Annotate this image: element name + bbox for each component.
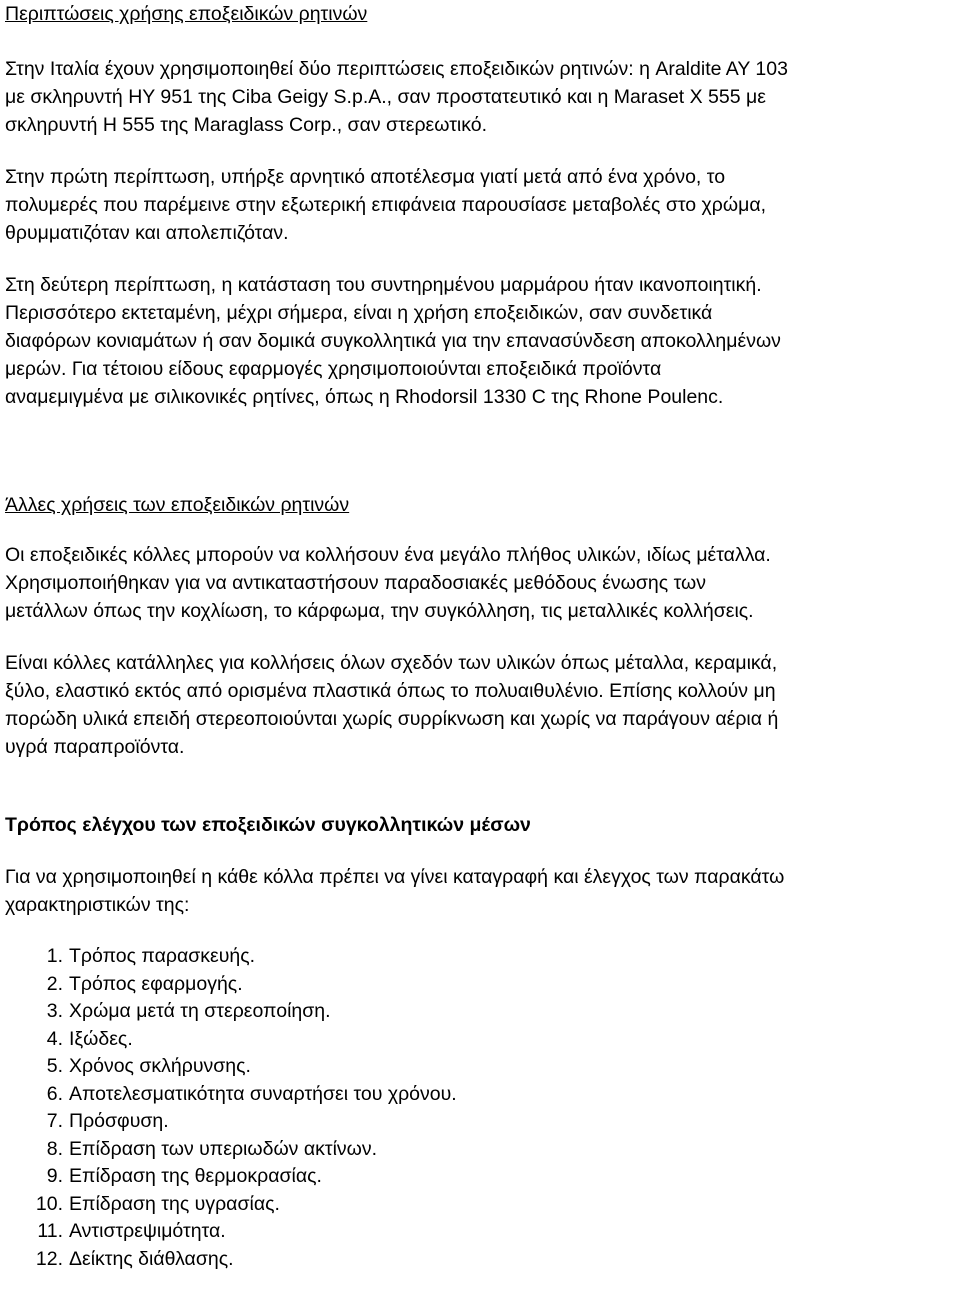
text-line: Στην πρώτη περίπτωση, υπήρξε αρνητικό αποτέλεσμα γιατί μετά από ένα χρόνο, το <box>5 166 726 188</box>
text-line: Οι εποξειδικές κόλλες μπορούν να κολλήσουν ένα μεγάλο πλήθος υλικών, ιδίως μέταλλα. <box>5 544 771 566</box>
list-item <box>5 1163 955 1191</box>
list-item-text: Χρόνος σκλήρυνσης. <box>69 1055 251 1077</box>
list-item-text: Τρόπος εφαρμογής. <box>69 972 243 995</box>
list-item <box>5 1053 955 1081</box>
list-item-text: Χρώμα μετά τη στερεοποίηση. <box>69 1000 331 1022</box>
section-heading-other-uses: Άλλες χρήσεις των εποξειδικών ρητινών <box>5 494 350 516</box>
list-item-text: Πρόσφυση. <box>69 1110 169 1132</box>
list-item-text: Τρόπος παρασκευής. <box>69 945 256 967</box>
text-line: Χρησιμοποιήθηκαν για να αντικαταστήσουν παραδοσιακές μεθόδους ένωσης των <box>5 572 706 594</box>
text-line: ξύλο, ελαστικό εκτός από ορισμένα πλαστικά όπως το πολυαιθυλένιο. Επίσης κολλούν μη <box>5 680 776 702</box>
text-line: Για να χρησιμοποιηθεί η κάθε κόλλα πρέπει να γίνει καταγραφή και έλεγχος των παρακάτω <box>5 866 785 888</box>
list-item-number: 10. <box>35 1192 63 1215</box>
list-item <box>5 1136 955 1164</box>
text-line: πολυμερές που παρέμεινε στην εξωτερική επιφάνεια παρουσίασε μεταβολές στο χρώμα, <box>5 194 767 216</box>
list-item-number: 2. <box>46 972 63 995</box>
list-item <box>5 971 955 999</box>
text-line: μερών. Για τέτοιου είδους εφαρμογές χρησιμοποιούνται εποξειδικά προϊόντα <box>5 358 662 380</box>
text-line: σκληρυντή H 555 της Maraglass Corp., σαν στερεωτικό. <box>5 114 488 136</box>
text-line: μετάλλων όπως την κοχλίωση, το κάρφωμα, την συγκόλληση, τις μεταλλικές κολλήσεις. <box>5 600 754 622</box>
list-item-text: Αντιστρεψιμότητα. <box>69 1220 226 1242</box>
section-heading-testing: Τρόπος ελέγχου των εποξειδικών συγκολλητικών μέσων <box>5 814 531 836</box>
list-item-text: Δείκτης διάθλασης. <box>69 1247 234 1270</box>
paragraph-testing-intro <box>5 863 955 919</box>
list-item-text: Αποτελεσματικότητα συναρτήσει του χρόνου. <box>69 1082 457 1105</box>
paragraph-material-bonding <box>5 649 955 761</box>
list-item <box>5 1026 955 1054</box>
document-page <box>5 0 955 1273</box>
list-item-number: 7. <box>46 1110 63 1132</box>
list-item-text: Επίδραση των υπεριωδών ακτίνων. <box>69 1137 378 1160</box>
list-item-number: 9. <box>46 1165 63 1187</box>
list-item <box>5 998 955 1026</box>
section-heading-use-cases: Περιπτώσεις χρήσης εποξειδικών ρητινών <box>5 3 368 25</box>
list-item-text: Ιξώδες. <box>69 1027 133 1050</box>
text-line: Στην Ιταλία έχουν χρησιμοποιηθεί δύο περιπτώσεις εποξειδικών ρητινών: η Araldite AY 103 <box>5 58 788 80</box>
text-line: Περισσότερο εκτεταμένη, μέχρι σήμερα, είναι η χρήση εποξειδικών, σαν συνδετικά <box>5 302 713 324</box>
text-line: πορώδη υλικά επειδή στερεοποιούνται χωρίς συρρίκνωση και χωρίς να παράγουν αέρια ή <box>5 708 779 730</box>
paragraph-second-case <box>5 271 955 411</box>
text-line: χαρακτηριστικών της: <box>5 894 190 916</box>
list-item-number: 8. <box>46 1137 63 1160</box>
list-item-number: 1. <box>46 945 63 967</box>
list-item <box>5 1108 955 1136</box>
text-line: Στη δεύτερη περίπτωση, η κατάσταση του συντηρημένου μαρμάρου ήταν ικανοποιητική. <box>5 274 762 296</box>
list-item <box>5 943 955 971</box>
list-item <box>5 1191 955 1219</box>
text-line: αναμεμιγμένα με σιλικονικές ρητίνες, όπως η Rhodorsil 1330 C της Rhone Poulenc. <box>5 386 724 408</box>
list-item <box>5 1081 955 1109</box>
characteristics-list <box>5 943 955 1273</box>
paragraph-metal-bonding <box>5 541 955 625</box>
list-item-number: 6. <box>46 1082 63 1105</box>
list-item-number: 4. <box>46 1027 63 1050</box>
list-item-number: 12. <box>35 1247 63 1270</box>
list-item-text: Επίδραση της υγρασίας. <box>69 1192 280 1215</box>
list-item <box>5 1246 955 1274</box>
paragraph-first-case <box>5 163 955 247</box>
list-item-number: 5. <box>46 1055 63 1077</box>
list-item-number: 11. <box>37 1220 63 1242</box>
text-line: Είναι κόλλες κατάλληλες για κολλήσεις όλων σχεδόν των υλικών όπως μέταλλα, κεραμικά, <box>5 652 778 674</box>
paragraph-italy-cases <box>5 55 955 139</box>
text-line: με σκληρυντή HY 951 της Ciba Geigy S.p.A., σαν προστατευτικό και η Maraset X 555 με <box>5 86 766 108</box>
list-item-number: 3. <box>46 1000 63 1022</box>
text-line: υγρά παραπροϊόντα. <box>5 736 185 758</box>
list-item-text: Επίδραση της θερμοκρασίας. <box>69 1165 322 1187</box>
text-line: θρυμματιζόταν και απολεπιζόταν. <box>5 222 289 244</box>
text-line: διαφόρων κονιαμάτων ή σαν δομικά συγκολλητικά για την επανασύνδεση αποκολλημένων <box>5 330 781 352</box>
list-item <box>5 1218 955 1246</box>
